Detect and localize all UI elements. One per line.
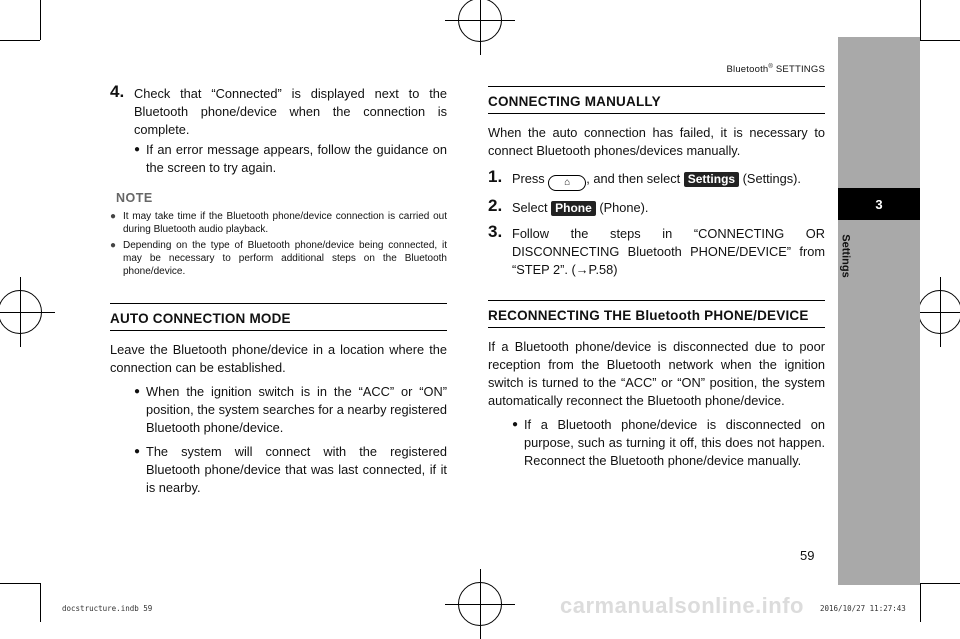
home-icon: ⌂ xyxy=(548,175,586,191)
reconnecting-intro: If a Bluetooth phone/device is disconnected due to poor reception from the Bluetooth network when the ignition switch is turned to the “ACC” or “ON” position, the system automatically reconnect the Bluetooth phone/device. xyxy=(488,339,825,408)
step-number: 3. xyxy=(488,222,503,241)
bullet-item: ● When the ignition switch is in the “ACC” or “ON” position, the system searches for a nearby registered Bluetooth phone/device. xyxy=(134,383,447,437)
crop-mark xyxy=(920,0,921,40)
crop-mark xyxy=(920,583,921,622)
crop-mark xyxy=(40,583,41,622)
bullet-item: ● If a Bluetooth phone/device is disconnected on purpose, such as turning it off, this does not happen. Reconnect the Bluetooth phone/device manually. xyxy=(512,416,825,470)
chapter-sidebar xyxy=(838,37,920,585)
registration-mark xyxy=(0,290,42,334)
registration-mark xyxy=(458,582,502,626)
chapter-number-tab: 3 xyxy=(838,188,920,220)
step-3 xyxy=(488,222,825,279)
registration-mark xyxy=(458,0,502,42)
step-4 xyxy=(110,82,447,177)
section-heading-auto-connection: AUTO CONNECTION MODE xyxy=(110,310,447,331)
chapter-label: Settings xyxy=(840,234,852,278)
crop-mark xyxy=(920,40,960,41)
bullet-item: ● If an error message appears, follow the guidance on the screen to try again. xyxy=(134,141,447,177)
crop-mark xyxy=(0,583,40,584)
crop-mark xyxy=(40,0,41,40)
step-2: 2. Select Phone (Phone). xyxy=(488,196,649,215)
registration-mark xyxy=(918,290,960,334)
section-heading-connecting-manually: CONNECTING MANUALLY xyxy=(488,93,825,114)
note-title: NOTE xyxy=(116,191,153,205)
right-column xyxy=(488,85,825,470)
connecting-manually-intro: When the auto connection has failed, it is necessary to connect Bluetooth phones/devices manually. xyxy=(488,125,825,158)
watermark: carmanualsonline.info xyxy=(560,593,804,618)
step-text: Check that “Connected” is displayed next to the Bluetooth phone/device when the connection is complete. xyxy=(134,86,447,137)
page-number: 59 xyxy=(800,548,815,563)
footer-file: docstructure.indb 59 xyxy=(62,604,153,613)
auto-connection-intro: Leave the Bluetooth phone/device in a location where the connection can be established. xyxy=(110,342,447,375)
left-column xyxy=(110,82,447,497)
note-item: ● It may take time if the Bluetooth phone/device connection is carried out during Bluetooth audio playback. xyxy=(110,210,447,236)
step-text: Follow the steps in “CONNECTING OR DISCONNECTING Bluetooth PHONE/DEVICE” from “STEP 2”. (→P.58) xyxy=(512,226,825,277)
bullet-item: ● The system will connect with the registered Bluetooth phone/device that was last connected, if it is nearby. xyxy=(134,443,447,497)
step-1: 1. Press ⌂ , and then select Settings (Settings). xyxy=(488,170,825,191)
footer-timestamp: 2016/10/27 11:27:43 xyxy=(820,604,906,613)
settings-badge: Settings xyxy=(684,172,739,187)
crop-mark xyxy=(0,40,40,41)
step-number: 4. xyxy=(110,82,125,101)
crop-mark xyxy=(920,583,960,584)
section-heading-reconnecting: RECONNECTING THE Bluetooth PHONE/DEVICE xyxy=(488,307,825,328)
running-header: Bluetooth® SETTINGS xyxy=(726,64,825,76)
step-number: 2. xyxy=(488,196,503,215)
step-number: 1. xyxy=(488,167,503,186)
note-item: ● Depending on the type of Bluetooth phone/device being connected, it may be necessary to perform additional steps on the Bluetooth phone/device. xyxy=(110,239,447,278)
phone-badge: Phone xyxy=(551,201,596,216)
